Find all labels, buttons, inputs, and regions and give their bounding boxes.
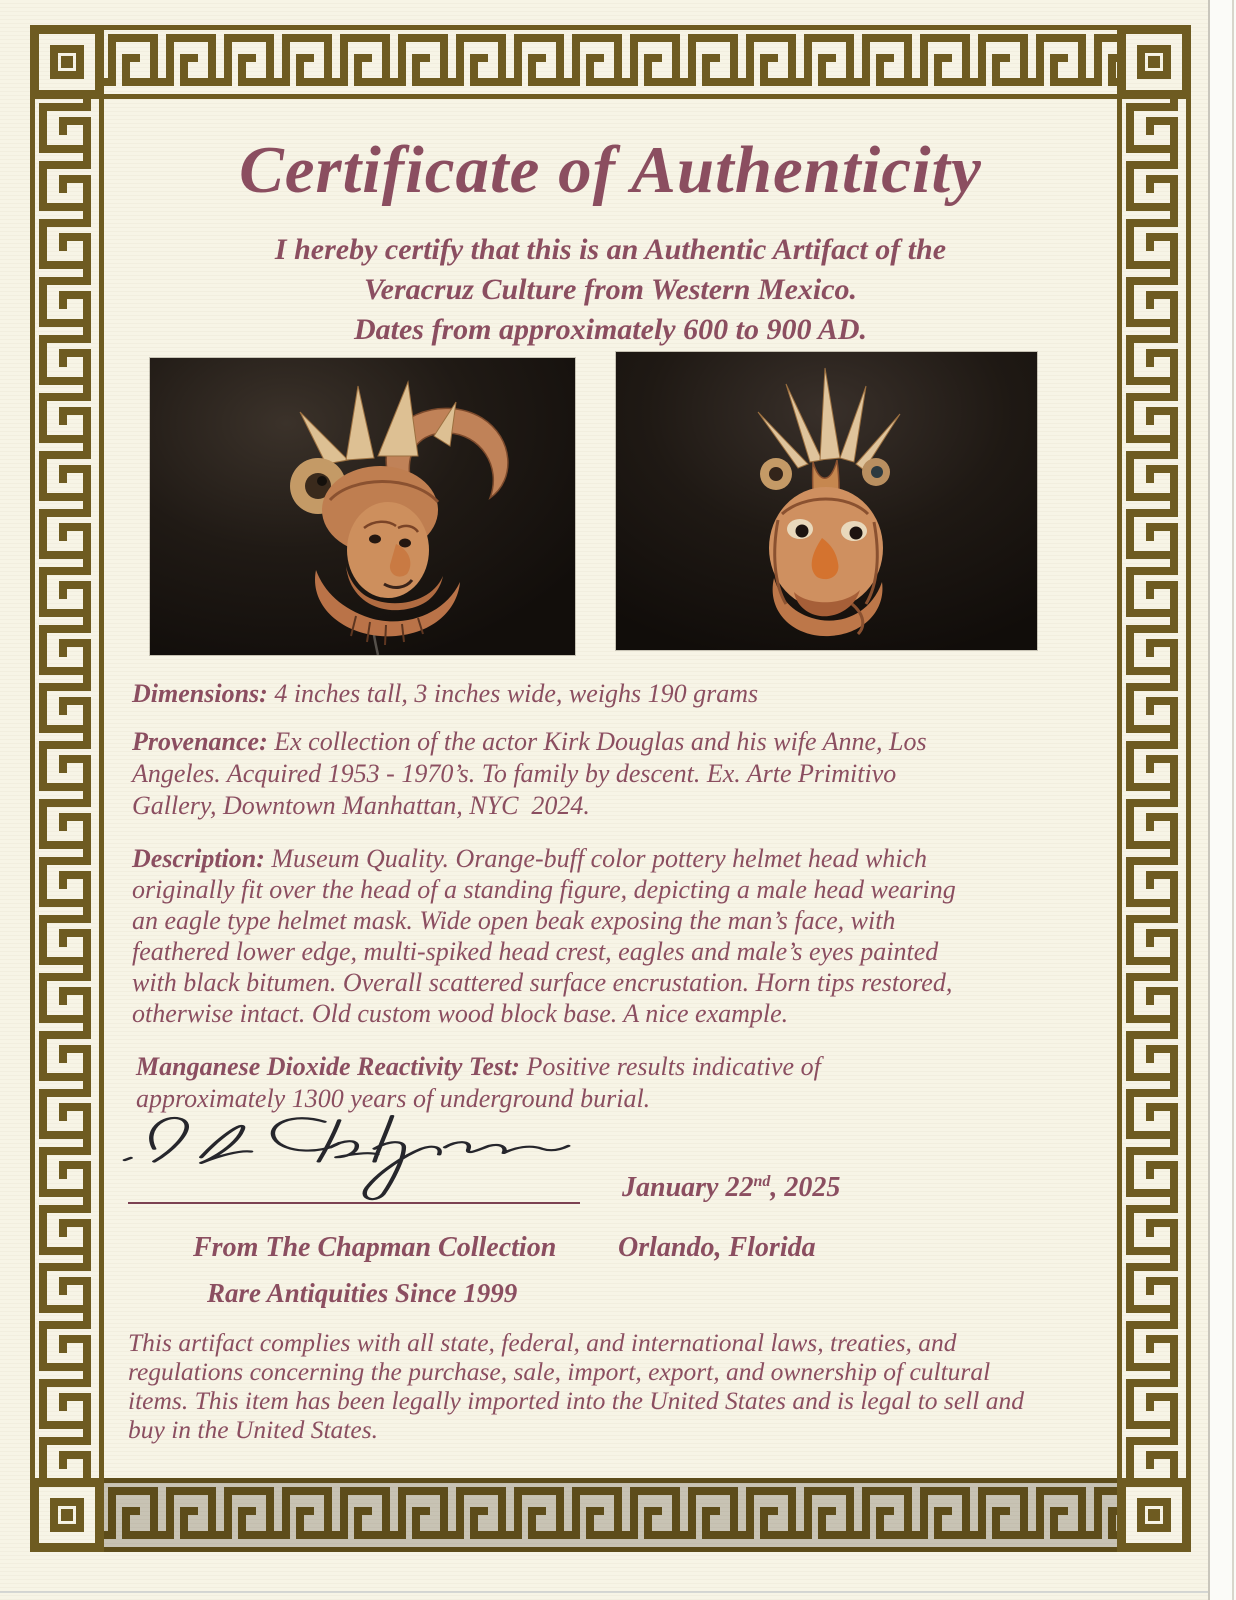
page-title: Certificate of Authenticity — [239, 133, 982, 207]
description-section: Description: Museum Quality. Orange-buff color pottery helmet head which originally fit over the head of a standing figure, depicting a male head wearing an eagle type helmet mask. Wide open beak exposing the man’s face, with feathered lower edge, multi-spiked head crest, eagles and male’s eyes painted with black bitumen. Overall scattered surface encrustation. Horn tips restored, otherwise intact. Old custom wood block base. A nice example. — [132, 844, 956, 1028]
certification-line: Dates from approximately 600 to 900 AD. — [353, 313, 868, 346]
dimensions-section — [132, 678, 1100, 710]
artifact-photo-front-view — [616, 352, 1037, 650]
certificate-date: January 22nd, 2025 — [622, 1172, 841, 1203]
certification-line: I hereby certify that this is an Authentic Artifact of the — [274, 233, 947, 266]
provenance-section: Provenance: Ex collection of the actor Kirk Douglas and his wife Anne, Los Angeles. Acquired 1953 - 1970’s. To family by descent. Ex. Arte Primitivo Gallery, Downtown Manhattan, NYC 2024. — [132, 727, 927, 820]
collection-name: From The Chapman Collection — [193, 1232, 557, 1263]
border-band-top — [104, 25, 1117, 99]
border-band-right — [1117, 99, 1191, 1478]
signature-handwriting — [116, 1092, 586, 1204]
dimensions-label: Dimensions: — [132, 679, 268, 708]
border-band-left — [30, 99, 104, 1478]
dimensions-value: 4 inches tall, 3 inches wide, weighs 190 grams — [267, 679, 759, 708]
collection-location: Orlando, Florida — [618, 1232, 816, 1263]
border-band-bottom — [104, 1478, 1117, 1552]
provenance-label: Provenance: — [132, 727, 268, 756]
legal-statement: This artifact complies with all state, federal, and international laws, treaties, and regulations concerning the purchase, sale, import, export, and ownership of cultural items. This item has been legally imported into the United States and is legal to sell and buy in the United States. — [128, 1328, 1024, 1444]
date-ordinal-suffix: nd — [753, 1173, 771, 1190]
reactivity-test-label: Manganese Dioxide Reactivity Test: — [136, 1052, 520, 1081]
reactivity-test-section: Manganese Dioxide Reactivity Test: Positive results indicative of approximately 1300 years of underground burial. — [136, 1052, 821, 1113]
certification-statement — [104, 230, 1117, 350]
collection-tagline: Rare Antiquities Since 1999 — [207, 1278, 518, 1308]
certification-line: Veracruz Culture from Western Mexico. — [363, 273, 858, 306]
description-label: Description: — [132, 844, 265, 873]
signature-line — [128, 1202, 580, 1204]
artifact-photo-side-view — [150, 358, 575, 655]
